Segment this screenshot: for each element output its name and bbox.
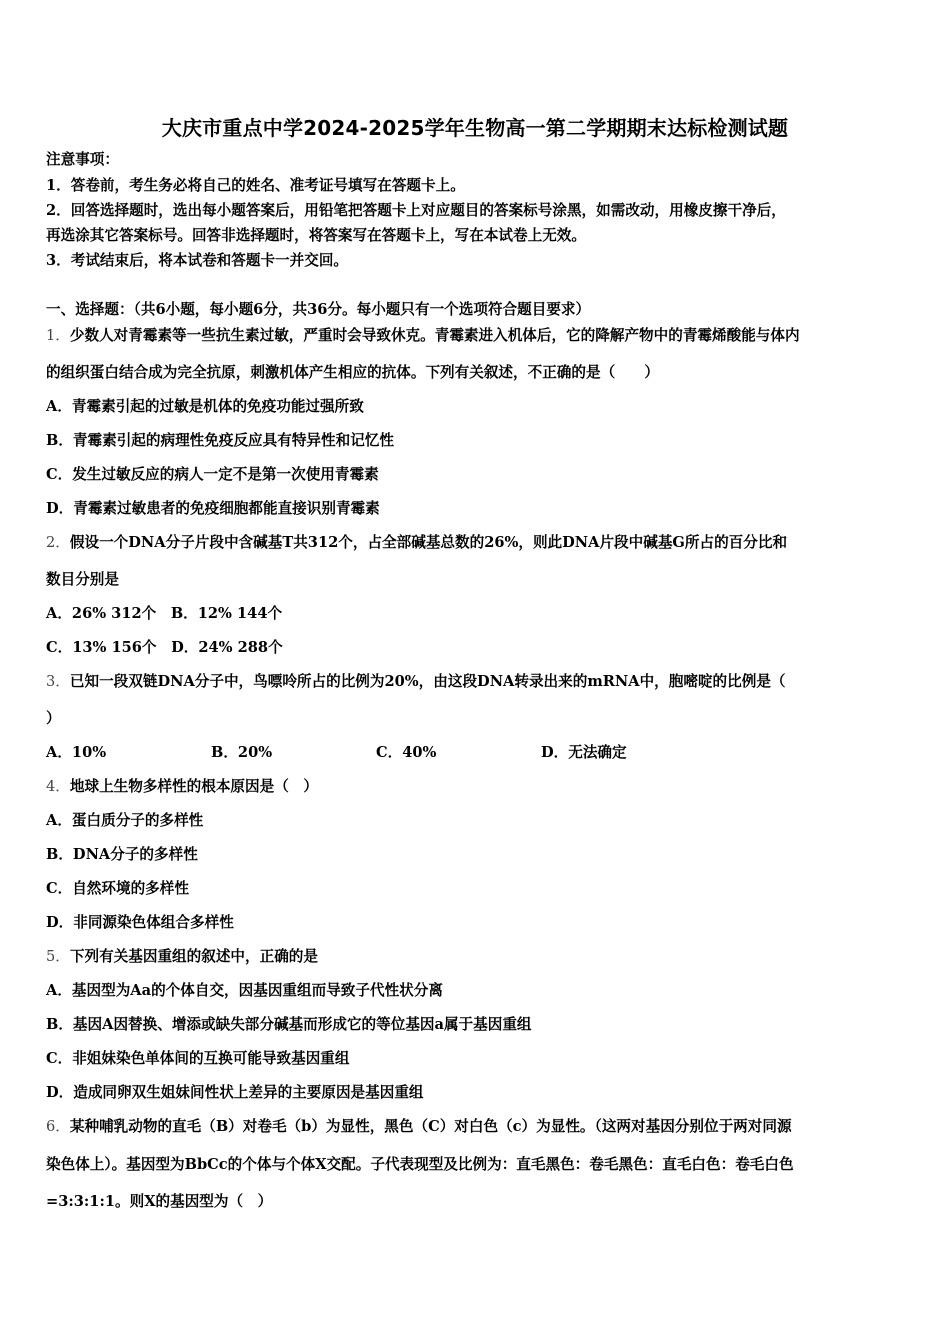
- question-4-option-d: D．非同源染色体组合多样性: [46, 914, 234, 931]
- question-5-stem: 5．下列有关基因重组的叙述中，正确的是: [46, 948, 318, 965]
- notice-item-2-cont: 再选涂其它答案标号。回答非选择题时，将答案写在答题卡上，写在本试卷上无效。: [46, 227, 586, 244]
- question-1-option-d: D．青霉素过敏患者的免疫细胞都能直接识别青霉素: [46, 500, 380, 517]
- notice-item-3: 3．考试结束后，将本试卷和答题卡一并交回。: [46, 252, 349, 269]
- question-2-stem-cont: 数目分别是: [46, 571, 119, 588]
- question-3-option-c: C．40%: [376, 744, 437, 761]
- question-4-option-c: C．自然环境的多样性: [46, 880, 189, 897]
- section-heading: 一、选择题：（共6小题，每小题6分，共36分。每小题只有一个选项符合题目要求）: [46, 301, 591, 318]
- question-2-options-ab: A．26% 312个 B．12% 144个: [46, 605, 283, 622]
- question-5-option-c: C．非姐妹染色单体间的互换可能导致基因重组: [46, 1050, 350, 1067]
- question-6-number: 6．: [46, 1118, 70, 1135]
- question-1-stem-cont: 的组织蛋白结合成为完全抗原，刺激机体产生相应的抗体。下列有关叙述，不正确的是（ ）: [46, 364, 659, 381]
- question-4-stem: 4．地球上生物多样性的根本原因是（ ）: [46, 778, 318, 795]
- question-1-option-c: C．发生过敏反应的病人一定不是第一次使用青霉素: [46, 466, 379, 483]
- question-3-option-b: B．20%: [211, 744, 273, 761]
- question-2-options-cd: C．13% 156个 D．24% 288个: [46, 639, 283, 656]
- notice-heading: 注意事项：: [46, 151, 119, 168]
- question-6-stem-cont: 染色体上）。基因型为BbCc的个体与个体X交配。子代表现型及比例为：直毛黑色：卷毛黑色：直毛白色：卷毛白色: [46, 1156, 794, 1173]
- question-4-option-a: A．蛋白质分子的多样性: [46, 812, 204, 829]
- question-2-stem: 2．假设一个DNA分子片段中含碱基T共312个，占全部碱基总数的26%，则此DNA片段中碱基G所占的百分比和: [46, 534, 788, 551]
- question-2-number: 2．: [46, 534, 70, 551]
- question-3-options: [46, 743, 706, 763]
- notice-item-1: 1．答卷前，考生务必将自己的姓名、准考证号填写在答题卡上。: [46, 177, 465, 194]
- question-5-number: 5．: [46, 948, 70, 965]
- notice-item-2: 2．回答选择题时，选出每小题答案后，用铅笔把答题卡上对应题目的答案标号涂黑，如需改动，用橡皮擦干净后，: [46, 202, 786, 219]
- page-title: 大庆市重点中学2024-2025学年生物高一第二学期期末达标检测试题: [161, 116, 789, 140]
- question-6-stem: 6．某种哺乳动物的直毛（B）对卷毛（b）为显性，黑色（C）对白色（c）为显性。（这两对基因分别位于两对同源: [46, 1118, 792, 1135]
- question-4-number: 4．: [46, 778, 70, 795]
- question-5-option-a: A．基因型为Aa的个体自交，因基因重组而导致子代性状分离: [46, 982, 443, 999]
- question-5-option-b: B．基因A因替换、增添或缺失部分碱基而形成它的等位基因a属于基因重组: [46, 1016, 532, 1033]
- question-5-option-d: D．造成同卵双生姐妹间性状上差异的主要原因是基因重组: [46, 1084, 424, 1101]
- question-3-option-a: A．10%: [46, 744, 107, 761]
- question-1-option-b: B．青霉素引起的病理性免疫反应具有特异性和记忆性: [46, 432, 394, 449]
- question-3-option-d: D．无法确定: [541, 744, 627, 761]
- question-3-stem: 3．已知一段双链DNA分子中，鸟嘌呤所占的比例为20%，由这段DNA转录出来的mRNA中，胞嘧啶的比例是（: [46, 673, 786, 690]
- question-1-option-a: A．青霉素引起的过敏是机体的免疫功能过强所致: [46, 398, 364, 415]
- question-1-number: 1．: [46, 327, 70, 344]
- question-3-number: 3．: [46, 673, 70, 690]
- question-1-stem: 1．少数人对青霉素等一些抗生素过敏，严重时会导致休克。青霉素进入机体后，它的降解产物中的青霉烯酸能与体内: [46, 327, 800, 344]
- question-6-stem-end: =3:3:1:1。则X的基因型为（ ）: [46, 1193, 273, 1210]
- question-4-option-b: B．DNA分子的多样性: [46, 846, 198, 863]
- question-3-stem-cont: ）: [46, 710, 61, 727]
